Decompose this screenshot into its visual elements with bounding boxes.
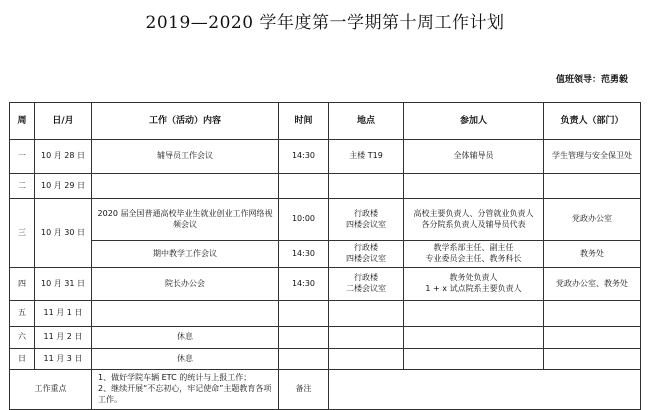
- header-people: 参加人: [404, 103, 544, 140]
- work-plan-table: [9, 102, 641, 410]
- people-cell: [404, 349, 544, 370]
- date-cell: 10 月 30 日: [35, 199, 92, 268]
- owner-cell: 党政办公室: [544, 199, 641, 241]
- date-cell: 10 月 31 日: [35, 268, 92, 301]
- people-cell: 全体辅导员: [404, 140, 544, 174]
- content-cell: [92, 301, 279, 327]
- key-points-label: 工作重点: [10, 370, 92, 410]
- people-cell: [404, 301, 544, 327]
- people-cell: 教务处负责人 1 + x 试点院系主要负责人: [404, 268, 544, 301]
- date-cell: 10 月 29 日: [35, 174, 92, 199]
- key-points-row: [10, 370, 641, 410]
- owner-cell: [544, 349, 641, 370]
- header-week: 周: [10, 103, 35, 140]
- content-cell: 辅导员工作会议: [92, 140, 279, 174]
- week-cell: 三: [10, 199, 35, 268]
- header-date: 日/月: [35, 103, 92, 140]
- owner-cell: 学生管理与安全保卫处: [544, 140, 641, 174]
- week-cell: 一: [10, 140, 35, 174]
- time-cell: [279, 327, 329, 349]
- week-cell: 五: [10, 301, 35, 327]
- content-cell: 休息: [92, 349, 279, 370]
- date-cell: 11 月 1 日: [35, 301, 92, 327]
- week-cell: 四: [10, 268, 35, 301]
- week-cell: 二: [10, 174, 35, 199]
- header-place: 地点: [329, 103, 404, 140]
- place-cell: [329, 174, 404, 199]
- time-cell: [279, 174, 329, 199]
- content-cell: 2020 届全国普通高校毕业生就业创业工作网络视频会议: [92, 199, 279, 241]
- time-cell: 14:30: [279, 268, 329, 301]
- table-row: [10, 241, 641, 268]
- people-cell: 教学系部主任、副主任 专业委员会主任、教务科长: [404, 241, 544, 268]
- people-cell: 高校主要负责人、分管就业负责人 各分院系负责人及辅导员代表: [404, 199, 544, 241]
- people-cell: [404, 174, 544, 199]
- time-cell: 10:00: [279, 199, 329, 241]
- table-row: [10, 327, 641, 349]
- key-points-content: 1、做好学院车辆 ETC 的统计与上报工作； 2、继续开展“不忘初心，牢记使命”主题教育各项工作。: [92, 370, 279, 410]
- table-body: [10, 140, 641, 410]
- week-cell: 日: [10, 349, 35, 370]
- date-cell: 11 月 2 日: [35, 327, 92, 349]
- header-time: 时间: [279, 103, 329, 140]
- content-cell: 期中教学工作会议: [92, 241, 279, 268]
- content-cell: 院长办公会: [92, 268, 279, 301]
- header-content: 工作（活动）内容: [92, 103, 279, 140]
- owner-cell: [544, 301, 641, 327]
- owner-cell: 党政办公室、教务处: [544, 268, 641, 301]
- time-cell: 14:30: [279, 241, 329, 268]
- place-cell: 行政楼 二楼会议室: [329, 268, 404, 301]
- place-cell: [329, 327, 404, 349]
- people-cell: [404, 327, 544, 349]
- table-row: [10, 301, 641, 327]
- table-row: [10, 140, 641, 174]
- week-cell: 六: [10, 327, 35, 349]
- date-cell: 10 月 28 日: [35, 140, 92, 174]
- place-cell: 行政楼 四楼会议室: [329, 199, 404, 241]
- place-cell: [329, 349, 404, 370]
- place-cell: [329, 301, 404, 327]
- table-row: [10, 268, 641, 301]
- place-cell: 主楼 T19: [329, 140, 404, 174]
- date-cell: 11 月 3 日: [35, 349, 92, 370]
- header-owner: 负责人（部门）: [544, 103, 641, 140]
- page-title: 2019—2020 学年度第一学期第十周工作计划: [145, 13, 505, 33]
- content-cell: [92, 174, 279, 199]
- time-cell: [279, 301, 329, 327]
- owner-cell: [544, 327, 641, 349]
- time-cell: [279, 349, 329, 370]
- place-cell: 行政楼 四楼会议室: [329, 241, 404, 268]
- remark-label: 备注: [279, 370, 329, 410]
- table-row: [10, 349, 641, 370]
- remark-content: [329, 370, 641, 410]
- time-cell: 14:30: [279, 140, 329, 174]
- owner-cell: [544, 174, 641, 199]
- duty-leader: 值班领导：范勇毅: [555, 75, 628, 85]
- table-row: [10, 199, 641, 241]
- content-cell: 休息: [92, 327, 279, 349]
- table-header-row: [10, 103, 641, 140]
- owner-cell: 教务处: [544, 241, 641, 268]
- table-row: [10, 174, 641, 199]
